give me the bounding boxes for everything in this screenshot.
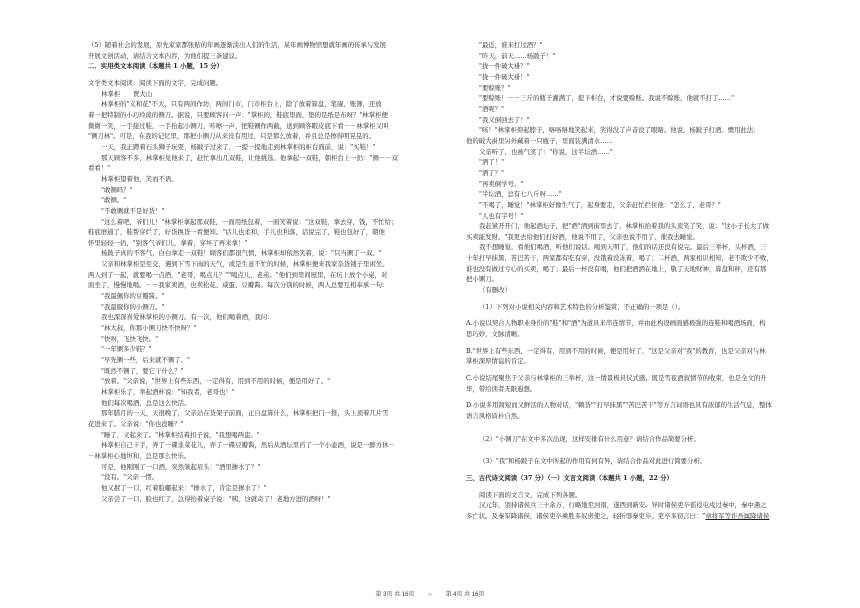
text-line: 语言风格质朴自然。 [466, 412, 524, 420]
text-line: 文学类文本阅读：阅读下面的文字，完成问题。 [88, 78, 223, 87]
text-line: 一天，我正蹲着石头狮子玩耍，杨跛子过来了，一提一提地走到林掌柜的柜台面前，说："买鞋！" [101, 142, 376, 151]
text-line: 微微一笑，一手接过鞋，一手抬起小铡刀，咔嚓一声，把鞋铡作两截，送到顾客眼皮底下看－－林掌柜又叫 [88, 121, 389, 130]
text-line: "不敢铡就不是好货！" [101, 206, 165, 215]
page-number-left: 第 3页 共 16页 [375, 592, 415, 598]
text-line: "洒了？" [479, 168, 505, 177]
text-line: "拢一件破大褂！" [479, 72, 530, 81]
text-line: "最近，谁来打过酒？" [479, 41, 543, 49]
text-line: "咳！"林掌柜仰起脖子，咯咯咯地笑起来，笑得没了声音没了眼睛。他说，杨跛子打酒。惯用此法： [479, 126, 760, 135]
spacer [466, 422, 818, 434]
text-line: D.小说多用简短而又鲜活的人物对话，"赖货""打早抹黑""苦巴苦干"等方言词语也具有浓郁的生活气息，整体 [466, 401, 772, 410]
text-line: B."世界上有些东西，一定得有，用到不用的时候，便是用好了，"这是父亲对"我"的教育，也是父亲对与林 [466, 346, 766, 355]
text-line: （5）随着社会的发展，原先家家都张贴的年画逐渐淡出人们的生活，某年画博物馆想就年画的传承与发展 [88, 41, 387, 49]
underlined-phrase: 章将军等诈吾属降诸侯 [705, 511, 770, 520]
text-line: 买卖能发财。"我更去给他们打好酒，他说不用了，父亲也说不用了，催我去睡觉。 [466, 232, 700, 241]
text-line: "这么着吧，爷们儿！"林掌柜拿起那双鞋，一面用纸包着，一面笑着说："这双鞋，拿去穿，钱，不忙给； [101, 217, 398, 226]
text-line: "洒了！" [479, 158, 505, 167]
text-line: 思巧妙，文脉清晰。 [466, 330, 524, 339]
text-line: 杨跛子真的不客气，白白拿走一双鞋！顾客们都很气愤，林掌柜却依然笑着，说："只当铡了一双。" [101, 249, 382, 258]
text-line: （2）"小铡刀"在文中多次出现，这样安排有什么用意？请结合作品简要分析。 [479, 434, 700, 443]
text-line: 林掌柜的"义和花"不大，只有两间作坊，两间门市，门市柜台上，除了放着算盘、笔砚、账簿，还放 [101, 100, 382, 109]
text-line: C.小说结尾聚焦于父亲与林掌柜的三举杯，这一情景极具仪式感，既是雪夜酒叙情节的收束，也是全文的升 [466, 374, 767, 383]
page-footer [0, 589, 860, 598]
text-line: （3）"我"和杨跛子在文中所起的作用有何有异，请结合作品对此进行简要分析。 [479, 457, 707, 466]
text-line: "我最服你的小铡刀。" [101, 302, 165, 311]
page-separator-mark: ○ [428, 592, 432, 598]
text-line: 林掌柜自己下手，弄了一碟韭菜花儿，弄了一碟豆瓣酱，然后从酒坛里舀了一个小壶酒，说是一醉方休－ [101, 441, 395, 450]
text-line: "放着。"父亲说，"世界上有些东西，一定得有，用到不用的时候，便是用好了。" [101, 377, 331, 386]
text-line: 看看！" [88, 164, 111, 173]
text-line: 开展文创活动，请结合文本内容，为他们提三条建议。 [88, 51, 242, 60]
text-line: 掌柜深厚情谊的肯定。 [466, 357, 530, 366]
text-line: "再卖倒学号。" [479, 179, 524, 188]
text-line: "没有。"父亲一愣。 [101, 473, 159, 482]
text-line: 怀里轻轻一扔，"别客气爷们儿，拿着，穿坏了再来拿！" [88, 238, 248, 247]
text-line: "半坛酒，总有七八斤呀……" [479, 190, 562, 199]
text-line: 面坐了，慢慢地喝。－－我家卖酒，也卖松花、咸蛋、豆瓣酱。每次分别的时候，两人总要互相奉承一句： [88, 281, 389, 290]
spacer [466, 444, 818, 456]
text-line: "铡刀林"。可是，在我的记忆里，那把小铡刀从来没有用过，只是那么放着，并且总是擦得明晃晃的。 [88, 132, 376, 141]
text-line: "一年铡多少鞋？" [101, 345, 152, 354]
text-line: "人也有字号！" [479, 211, 524, 220]
text-line: 他们每次喝酒，总是这么快活。 [101, 398, 191, 407]
text-line: 父亲听了，也被气笑了："你说，这半坛酒……" [479, 147, 613, 156]
text-line: "拢一件破大褂？" [479, 62, 530, 71]
text-line: "不喝了，睡觉！"林掌柜好像生气了，起身要走，父亲赶忙拦住他："怎么了，老哥？" [479, 200, 721, 209]
text-line: 十年打早抹黑，苦巴苦干，两家都有吃有穿，没饿着没冻着，喝了；二杯酒，两家相识相知，老不欺少不败， [466, 254, 773, 263]
text-line: 我赶紧开开门，他起酒坛子，把"酒"洒到街里去了，林掌柜抬着我的头顶笑了笑，说："这小子长大了做 [479, 222, 770, 231]
text-line: A.小说以契合人物职业身份的"鞋"和"酒"为道具来串连情节，并由此构设画面感极强的连鞋和喝酒场面，构 [466, 319, 766, 328]
text-line: 父亲尝了一口，脸也红了，急得抬着桌子说："咦，这就奇了！老地方进的酒呀！" [101, 494, 331, 503]
text-line: 林掌柜望着他，笑而不语。 [101, 174, 178, 183]
text-line: 那天顾客不多，林掌柜见他来了，赶忙拿出几双鞋，让他挑选。他拿起一双鞋，朝柜台上一扔："铡－－双 [101, 153, 398, 162]
text-line: 他又抿了一口，红着脸嘟起来："掺水了，肯定是掺水了！" [101, 483, 267, 492]
text-line: "我最佩你的豆瓣酱。" [101, 292, 165, 301]
section-heading: 二．实用类文本阅读（本题共 1 小题，15 分） [88, 62, 224, 71]
text-line: 我不想睡觉，看他们喝酒，听他们说话。喝到天明了，他们的话还没有说完。最后三举杯，头杯酒，三 [479, 243, 767, 252]
page-number-right: 第 4页 共 16页 [445, 592, 485, 598]
text-line: （1）下列对小说相关内容和艺术特色的分析鉴赏，不正确的一项是（）。 [479, 302, 685, 311]
text-line: 林掌柜乐了，举起酒杯说："知我者，老哥也！" [101, 388, 235, 396]
text-line: "我又倒回去了！" [479, 115, 530, 124]
text-line: "早先铡一些，后来就不铡了。" [101, 356, 190, 365]
text-line: 着一把特制的小巧玲珑的铡刀。据说，只要顾客问一声："掌柜的，鞋底里面，垫的是纸是布呀？"林掌柜便 [88, 110, 388, 119]
text-line: "林大叔，你那小铡刀快不快呀？" [101, 324, 197, 333]
text-line: 他的破大褂里另外藏着一只瓶子，里面装满清水…… [466, 136, 613, 145]
text-line: 那年腊月的一天，天很晚了，父亲站在货架子前面，正自盘算什么，林掌柜把门一推，头上顶着几片雪 [101, 409, 389, 418]
text-line: "要赊账！－－三斤的瓶子灌满了，提下柜台，才说要赊账。我说不赊账，他就不打了……" [479, 94, 735, 103]
text-line: 谁也没有做过亏心的买卖，喝了；最后一杯没有喝，他们把酒洒在地上，敬了天地财神，算盘和秤，还有那 [466, 264, 767, 273]
text-line: "敢铡。" [101, 196, 127, 205]
text-line: －林掌柜心地坦和，总是那么快乐。 [88, 451, 191, 460]
text-line: "要赊账？" [479, 83, 511, 92]
text-line: 阅读下面的文言文，完成下列各题。 [479, 490, 582, 499]
text-line: 两人到了一起，就要喝一点酒，"老哥，喝点儿？""喝点儿，老弟。"他们到里间屋里，在坑上放个小桌，对 [88, 270, 388, 279]
text-line: 鞋底磨通了，鞋帮穿烂了，好货换货一看便知。"话儿也柔和，手儿也利落，话说完了，鞋也包好了，朝他 [88, 228, 385, 237]
text-line: 林掌柜 贾大山 [101, 89, 153, 98]
text-line: 华，带给读者无限遐想。 [466, 384, 537, 393]
text-line: "敢铡吗？" [101, 185, 133, 194]
text-line: （有删改） [479, 286, 511, 295]
text-line: 汉元年，羽持诸侯兵三十余万，行略地至河南，遂西到新安。异时诸侯吏卒徭役屯戍过秦中，秦中遇之 [479, 501, 767, 510]
text-line: 多亡状。及秦军降诸侯，诸侯吏卒乘胜多奴虏使之，轻折辱秦吏卒。吏卒多窃言曰："章将军等诈吾属降诸侯 [466, 511, 770, 520]
left-column [88, 40, 438, 504]
text-line: 我也深深喜爱林掌柜的小铡刀。有一次，他们喝着酒，我问： [101, 313, 274, 322]
text-line: 可是，他刚刚了一口酒，突然皱起眉头："酒里掺水了？" [101, 462, 261, 471]
text-line: 把小铡刀。 [466, 275, 498, 284]
text-line: "既然不铡了，要它干什么？" [101, 366, 184, 375]
text-line: "昨天，前天……杨跛子！" [479, 51, 556, 60]
text-line: "酒呢？" [479, 104, 505, 113]
text-line: 花进来了。父亲说："你也没睡？" [88, 419, 184, 428]
section-heading: 三、古代诗文阅读（37 分）（一）文言文阅读（本题共 1 小题，22 分） [466, 473, 673, 482]
text-line: "快呀，飞快飞快。" [101, 334, 159, 343]
text-line: 父亲和林掌柜是至交，遇到下雪下雨的天气，或是生意不忙的时候，林掌柜便来我家杂货铺子里闲坐。 [101, 260, 389, 269]
text-line: "睡了，又起来了。"林掌柜结着扣子说，"我想喝两盅。" [101, 430, 260, 439]
right-column [466, 40, 818, 522]
